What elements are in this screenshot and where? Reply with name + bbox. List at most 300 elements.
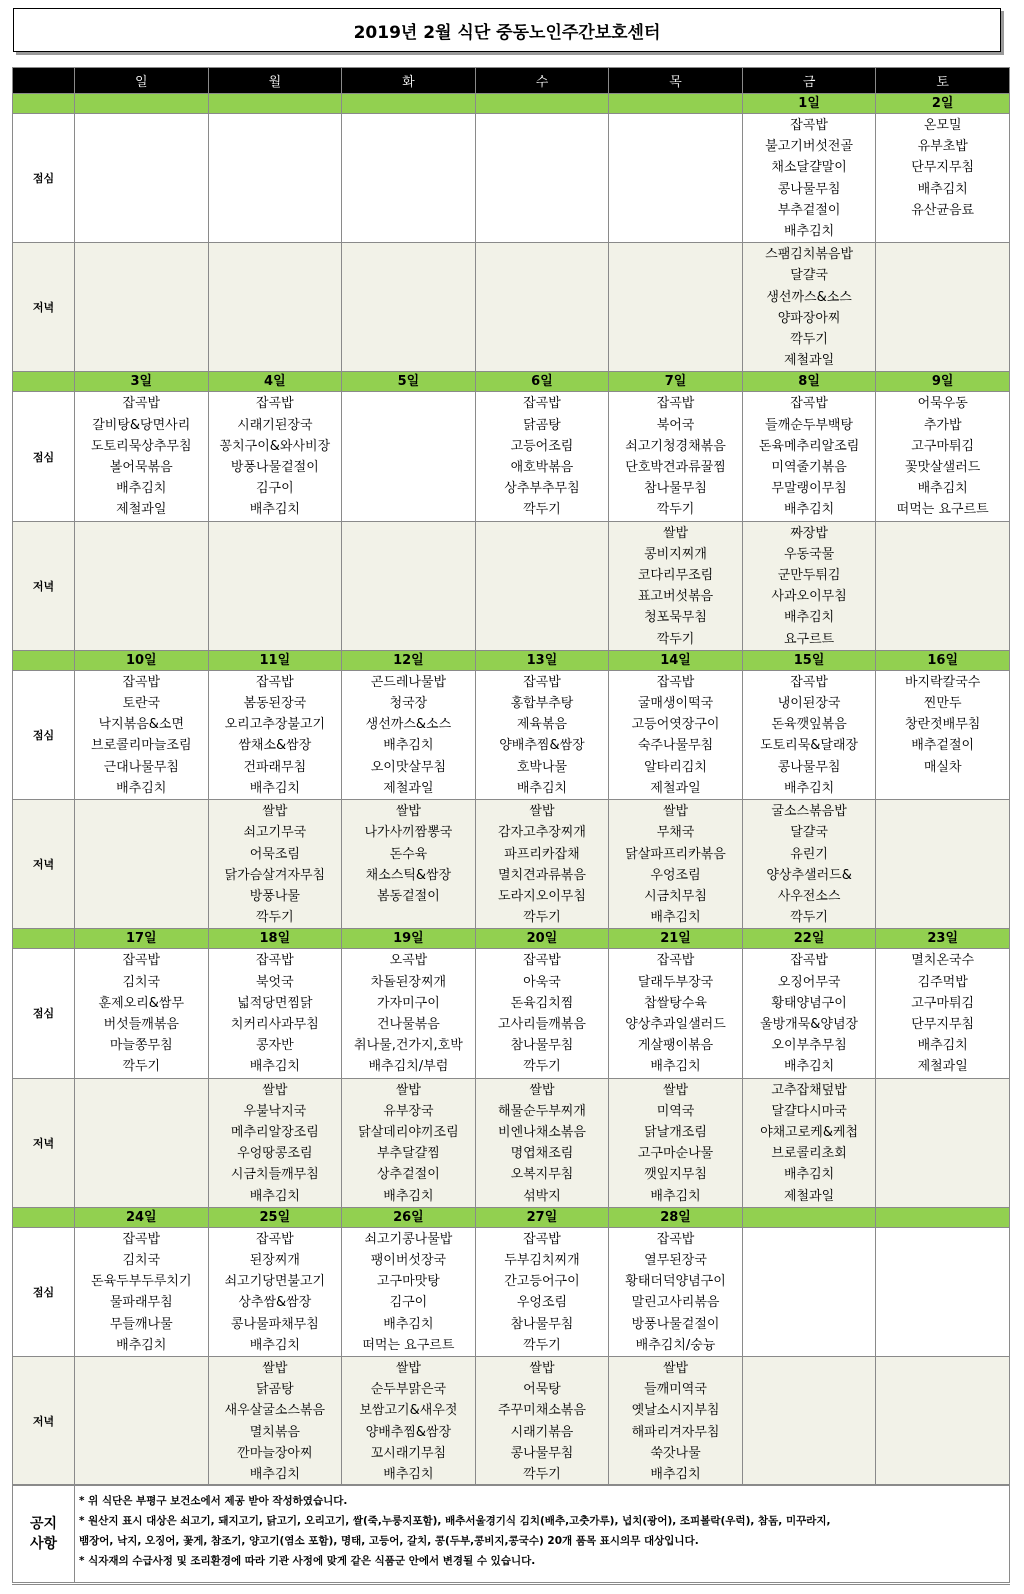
dinner-menu-cell bbox=[342, 1356, 476, 1485]
menu-item: 북어국 bbox=[656, 417, 695, 433]
notice-text bbox=[75, 1485, 831, 1582]
lunch-menu-cell bbox=[609, 949, 743, 1078]
menu-item: 제철과일 bbox=[650, 780, 701, 796]
date-cell: 1일 bbox=[742, 94, 876, 114]
lunch-label: 점심 bbox=[13, 949, 75, 1078]
menu-item: 방풍나물겉절이 bbox=[230, 460, 319, 476]
menu-item: 배추김치 bbox=[783, 502, 835, 518]
menu-item: 꽁치구이&와사비장 bbox=[219, 438, 331, 454]
menu-item: 돈수육 bbox=[389, 846, 428, 862]
menu-item: 배추김치 bbox=[783, 780, 835, 796]
menu-item: 쌀밥 bbox=[395, 1082, 421, 1098]
menu-item: 창란젓배무침 bbox=[905, 717, 981, 733]
lunch-menu-cell bbox=[609, 1227, 743, 1356]
lunch-menu-cell bbox=[208, 114, 342, 243]
date-cell: 11일 bbox=[208, 650, 342, 670]
menu-item: 치커리사과무침 bbox=[230, 1016, 319, 1032]
menu-item: 쇠고기당면불고기 bbox=[224, 1274, 326, 1290]
menu-item: 단호박견과류꿀찜 bbox=[625, 460, 726, 476]
lunch-menu-cell bbox=[475, 670, 609, 799]
menu-item: 꼬시래기무침 bbox=[370, 1445, 447, 1461]
date-cell: 5일 bbox=[342, 372, 476, 392]
header-corner bbox=[13, 68, 75, 94]
date-row bbox=[13, 94, 1010, 114]
dinner-menu-cell bbox=[876, 243, 1010, 372]
menu-item: 배추김치 bbox=[783, 610, 835, 626]
menu-item: 고구마맛탕 bbox=[377, 1274, 440, 1290]
date-cell: 22일 bbox=[742, 929, 876, 949]
menu-item: 냉이된장국 bbox=[777, 696, 841, 712]
date-cell: 8일 bbox=[742, 372, 876, 392]
lunch-menu-cell bbox=[475, 114, 609, 243]
menu-item: 쌀밥 bbox=[395, 804, 421, 820]
menu-item: 깐마늘장아찌 bbox=[237, 1445, 313, 1461]
notice-label-line-2: 사항 bbox=[29, 1535, 58, 1552]
menu-item: 배추김치 bbox=[650, 1466, 701, 1482]
menu-item: 고사리들깨볶음 bbox=[498, 1016, 586, 1032]
date-cell: 13일 bbox=[475, 650, 609, 670]
menu-item: 배추김치 bbox=[249, 1337, 300, 1353]
menu-item: 차돌된장찌개 bbox=[370, 974, 447, 990]
menu-item: 쌀밥 bbox=[662, 1082, 689, 1098]
lunch-menu-cell bbox=[75, 1227, 209, 1356]
menu-item: 된장찌개 bbox=[249, 1252, 300, 1268]
menu-item: 쌀밥 bbox=[662, 1360, 689, 1376]
lunch-label: 점심 bbox=[13, 114, 75, 243]
lunch-menu-cell bbox=[75, 949, 209, 1078]
menu-item: 유부장국 bbox=[383, 1103, 434, 1119]
date-cell: 12일 bbox=[342, 650, 476, 670]
lunch-label: 점심 bbox=[13, 670, 75, 799]
date-row bbox=[13, 929, 1010, 949]
menu-item: 섞박지 bbox=[523, 1188, 561, 1204]
date-cell: 21일 bbox=[609, 929, 743, 949]
menu-item: 배추김치 bbox=[516, 780, 568, 796]
menu-item: 어묵조림 bbox=[249, 846, 300, 862]
notice-label bbox=[13, 1485, 75, 1582]
dinner-row bbox=[13, 521, 1010, 650]
menu-item: 양배추찜&쌈장 bbox=[365, 1424, 452, 1440]
menu-item: 봄동된장국 bbox=[243, 696, 307, 712]
date-cell bbox=[75, 94, 209, 114]
dinner-row bbox=[13, 800, 1010, 929]
menu-item: 김구이 bbox=[389, 1295, 428, 1311]
date-row bbox=[13, 372, 1010, 392]
menu-item: 애호박볶음 bbox=[510, 460, 574, 476]
menu-item: 들깨순두부백탕 bbox=[765, 417, 854, 433]
menu-item: 우엉땅콩조림 bbox=[237, 1146, 313, 1162]
notice-label-line-1: 공지 bbox=[29, 1515, 58, 1532]
menu-item: 달걀국 bbox=[790, 268, 828, 284]
menu-item: 마늘쫑무침 bbox=[109, 1038, 173, 1054]
menu-item: 고구마튀김 bbox=[911, 995, 975, 1011]
menu-item: 알타리김치 bbox=[644, 759, 707, 775]
notice-line: * 식자재의 수급사정 및 조리환경에 따라 기관 사정에 맞게 같은 식품군 안에서 변경될 수 있습니다. bbox=[79, 1555, 536, 1567]
menu-item: 옛날소시지부침 bbox=[631, 1403, 720, 1419]
menu-item: 달걀국 bbox=[790, 825, 828, 841]
menu-item: 잡곡밥 bbox=[656, 674, 695, 690]
menu-item: 잡곡밥 bbox=[790, 118, 828, 133]
menu-item: 청포묵무침 bbox=[644, 610, 707, 626]
menu-item: 양상추과일샐러드 bbox=[625, 1016, 726, 1032]
dinner-label: 저녁 bbox=[13, 243, 75, 372]
menu-item: 무채국 bbox=[656, 825, 695, 841]
menu-item: 멸치볶음 bbox=[249, 1424, 300, 1440]
menu-item: 호박나물 bbox=[516, 759, 568, 775]
lunch-row bbox=[13, 114, 1010, 243]
lunch-label: 점심 bbox=[13, 1227, 75, 1356]
menu-item: 근대나물무침 bbox=[103, 759, 179, 775]
menu-item: 말린고사리볶음 bbox=[631, 1295, 720, 1311]
menu-item: 깍두기 bbox=[256, 910, 294, 926]
menu-item: 굴매생이떡국 bbox=[637, 696, 714, 712]
lunch-menu-cell bbox=[75, 392, 209, 521]
menu-item: 찹쌀탕수육 bbox=[644, 995, 707, 1011]
dinner-menu-cell bbox=[475, 800, 609, 929]
dinner-menu-cell bbox=[742, 1356, 876, 1485]
lunch-menu-cell bbox=[208, 670, 342, 799]
menu-item: 사과오이무침 bbox=[771, 589, 847, 605]
dinner-menu-cell bbox=[75, 800, 209, 929]
menu-item: 유부초밥 bbox=[917, 139, 968, 155]
menu-item: 단무지무침 bbox=[911, 1016, 975, 1032]
menu-item: 미역줄기볶음 bbox=[771, 460, 847, 476]
menu-item: 온모밀 bbox=[923, 118, 962, 133]
date-cell: 23일 bbox=[876, 929, 1010, 949]
dinner-menu-cell bbox=[208, 243, 342, 372]
menu-item: 참나물무침 bbox=[510, 1316, 574, 1332]
menu-item: 잡곡밥 bbox=[790, 674, 828, 690]
dinner-menu-cell bbox=[75, 1356, 209, 1485]
menu-item: 제철과일 bbox=[783, 1188, 835, 1204]
date-cell: 7일 bbox=[609, 372, 743, 392]
lunch-menu-cell bbox=[742, 392, 876, 521]
menu-item: 배추김치 bbox=[249, 780, 300, 796]
lunch-menu-cell bbox=[742, 1227, 876, 1356]
menu-item: 아욱국 bbox=[523, 974, 561, 990]
menu-item: 쇠고기무국 bbox=[243, 825, 307, 841]
dinner-menu-cell bbox=[208, 1078, 342, 1207]
menu-item: 잡곡밥 bbox=[122, 674, 161, 690]
menu-item: 콩비지찌개 bbox=[644, 546, 707, 562]
menu-item: 배추김치 bbox=[917, 1038, 968, 1054]
menu-item: 브로콜리마늘조림 bbox=[91, 738, 192, 754]
notice-line: * 원산지 표시 대상은 쇠고기, 돼지고기, 닭고기, 오리고기, 쌀(죽,누룽지포함), 배추서울경기식 김치(배추,고춧가루), 넙치(광어), 조피볼락(우럭), 참돔, 미꾸라지, bbox=[79, 1515, 831, 1527]
menu-item: 봄동겉절이 bbox=[377, 888, 440, 904]
menu-item: 깍두기 bbox=[523, 1059, 561, 1075]
lunch-menu-cell bbox=[342, 1227, 476, 1356]
lunch-menu-cell bbox=[742, 949, 876, 1078]
menu-item: 요구르트 bbox=[783, 631, 835, 647]
menu-item: 넓적당면찜닭 bbox=[237, 995, 313, 1011]
menu-item: 쌀밥 bbox=[529, 1082, 555, 1098]
menu-item: 울방개묵&양념장 bbox=[760, 1016, 859, 1032]
dinner-menu-cell bbox=[475, 1078, 609, 1207]
lunch-menu-cell bbox=[342, 670, 476, 799]
menu-item: 떠먹는 요구르트 bbox=[362, 1337, 455, 1353]
lunch-menu-cell bbox=[75, 670, 209, 799]
menu-item: 배추김치 bbox=[650, 1188, 701, 1204]
dinner-row bbox=[13, 243, 1010, 372]
menu-item: 도토리묵상추무침 bbox=[91, 438, 192, 454]
date-cell: 27일 bbox=[475, 1207, 609, 1227]
menu-item: 참나물무침 bbox=[510, 1038, 574, 1054]
menu-item: 나가사끼짬뽕국 bbox=[364, 825, 453, 841]
menu-item: 황태더덕양념구이 bbox=[625, 1274, 726, 1290]
menu-item: 양배추찜&쌈장 bbox=[499, 738, 585, 754]
date-cell: 14일 bbox=[609, 650, 743, 670]
lunch-menu-cell bbox=[876, 114, 1010, 243]
date-cell: 6일 bbox=[475, 372, 609, 392]
menu-item: 제육볶음 bbox=[516, 717, 568, 733]
menu-item: 홍합부추탕 bbox=[510, 696, 574, 712]
menu-item: 잡곡밥 bbox=[523, 1231, 561, 1247]
menu-item: 쌀밥 bbox=[529, 1360, 555, 1376]
menu-item: 배추김치 bbox=[249, 502, 300, 518]
menu-item: 낙지볶음&소면 bbox=[98, 717, 185, 733]
lunch-menu-cell bbox=[475, 392, 609, 521]
dinner-menu-cell bbox=[876, 521, 1010, 650]
menu-item: 참나물무침 bbox=[644, 481, 707, 497]
lunch-menu-cell bbox=[609, 670, 743, 799]
menu-item: 취나물,건가지,호박 bbox=[354, 1038, 463, 1054]
menu-item: 시금치들깨무침 bbox=[230, 1167, 319, 1183]
date-cell: 15일 bbox=[742, 650, 876, 670]
menu-item: 배추김치 bbox=[116, 481, 167, 497]
menu-item: 배추김치 bbox=[383, 1316, 434, 1332]
weekday-thu: 목 bbox=[609, 68, 743, 94]
menu-item: 잡곡밥 bbox=[256, 396, 294, 412]
menu-item: 쌀밥 bbox=[395, 1360, 421, 1376]
menu-item: 스팸김치볶음밥 bbox=[765, 247, 854, 263]
weekday-header bbox=[13, 68, 1010, 94]
menu-item: 배추김치 bbox=[116, 1337, 167, 1353]
menu-item: 메추리알장조림 bbox=[230, 1124, 319, 1140]
menu-item: 배추겉절이 bbox=[911, 738, 975, 754]
menu-item: 잡곡밥 bbox=[122, 396, 161, 412]
dinner-menu-cell bbox=[609, 243, 743, 372]
date-row-spacer bbox=[13, 929, 75, 949]
notice-box bbox=[12, 1484, 1010, 1583]
lunch-menu-cell bbox=[609, 114, 743, 243]
menu-item: 우불낙지국 bbox=[243, 1103, 307, 1119]
menu-item: 들깨미역국 bbox=[644, 1382, 707, 1398]
bottom-divider bbox=[12, 1584, 1010, 1585]
date-cell: 28일 bbox=[609, 1207, 743, 1227]
dinner-label: 저녁 bbox=[13, 800, 75, 929]
page-title: 2019년 2월 식단 중동노인주간보호센터 bbox=[13, 8, 1001, 52]
menu-item: 배추김치 bbox=[116, 780, 167, 796]
date-cell: 9일 bbox=[876, 372, 1010, 392]
dinner-menu-cell bbox=[208, 800, 342, 929]
menu-item: 사우전소스 bbox=[777, 888, 841, 904]
menu-item: 배추김치 bbox=[383, 1466, 434, 1482]
date-cell bbox=[609, 94, 743, 114]
menu-item: 코다리무조림 bbox=[637, 568, 714, 584]
menu-item: 잡곡밥 bbox=[256, 953, 294, 969]
menu-item: 두부김치찌개 bbox=[504, 1252, 580, 1268]
menu-item: 배추김치/숭늉 bbox=[635, 1337, 716, 1353]
menu-item: 잡곡밥 bbox=[122, 1231, 161, 1247]
lunch-menu-cell bbox=[208, 392, 342, 521]
lunch-menu-cell bbox=[75, 114, 209, 243]
menu-item: 콩나물무침 bbox=[510, 1445, 574, 1461]
menu-item: 시래기된장국 bbox=[237, 417, 313, 433]
lunch-row bbox=[13, 949, 1010, 1078]
menu-item: 잡곡밥 bbox=[656, 953, 695, 969]
menu-item: 채소스틱&쌈장 bbox=[365, 867, 452, 883]
date-cell bbox=[742, 1207, 876, 1227]
dinner-menu-cell bbox=[342, 1078, 476, 1207]
weekday-sat: 토 bbox=[876, 68, 1010, 94]
menu-item: 배추김치/부럼 bbox=[368, 1059, 449, 1075]
menu-item: 짜장밥 bbox=[790, 525, 828, 541]
menu-item: 팽이버섯장국 bbox=[370, 1252, 447, 1268]
menu-item: 멸치온국수 bbox=[911, 953, 975, 969]
menu-item: 배추김치 bbox=[917, 181, 968, 197]
lunch-menu-cell bbox=[876, 949, 1010, 1078]
menu-item: 김치국 bbox=[122, 974, 161, 990]
menu-item: 돈육메추리알조림 bbox=[758, 438, 860, 454]
menu-item: 유린기 bbox=[790, 846, 828, 862]
dinner-menu-cell bbox=[876, 800, 1010, 929]
menu-item: 깍두기 bbox=[523, 1337, 561, 1353]
menu-item: 닭살데리야끼조림 bbox=[358, 1124, 459, 1140]
menu-item: 도토리묵&달래장 bbox=[760, 738, 859, 754]
weekday-sun: 일 bbox=[75, 68, 209, 94]
menu-item: 김치국 bbox=[122, 1252, 161, 1268]
menu-item: 쇠고기콩나물밥 bbox=[364, 1231, 453, 1247]
date-cell: 25일 bbox=[208, 1207, 342, 1227]
menu-item: 돈육깻잎볶음 bbox=[771, 717, 847, 733]
menu-item: 배추김치 bbox=[650, 910, 701, 926]
lunch-menu-cell bbox=[208, 1227, 342, 1356]
menu-item: 배추김치 bbox=[383, 738, 434, 754]
notice-line: 뱀장어, 낙지, 오징어, 꽃게, 참조기, 양고기(염소 포함), 명태, 고등어, 갈치, 콩(두부,콩비지,콩국수) 20개 품목 표시의무 대상입니다. bbox=[79, 1535, 699, 1547]
menu-item: 부추달걀찜 bbox=[377, 1146, 440, 1162]
menu-item: 깍두기 bbox=[656, 502, 695, 518]
menu-item: 어묵탕 bbox=[523, 1382, 561, 1398]
menu-item: 잡곡밥 bbox=[656, 396, 695, 412]
menu-item: 고구마순나물 bbox=[637, 1146, 714, 1162]
menu-item: 어묵우동 bbox=[917, 396, 968, 412]
menu-item: 김주먹밥 bbox=[917, 974, 968, 990]
dinner-menu-cell bbox=[609, 1356, 743, 1485]
menu-item: 잡곡밥 bbox=[523, 953, 561, 969]
menu-item: 채소달걀말이 bbox=[771, 160, 847, 176]
lunch-menu-cell bbox=[342, 114, 476, 243]
date-row-spacer bbox=[13, 94, 75, 114]
menu-item: 잡곡밥 bbox=[523, 396, 561, 412]
menu-item: 갈비탕&당면사리 bbox=[92, 417, 191, 433]
dinner-menu-cell bbox=[742, 1078, 876, 1207]
dinner-row bbox=[13, 1356, 1010, 1485]
date-row-spacer bbox=[13, 372, 75, 392]
menu-item: 쌀밥 bbox=[262, 804, 288, 820]
menu-item: 멸치견과류볶음 bbox=[498, 867, 586, 883]
lunch-label: 점심 bbox=[13, 392, 75, 521]
menu-item: 콩나물파채무침 bbox=[230, 1316, 319, 1332]
menu-item: 북엇국 bbox=[256, 974, 294, 990]
menu-item: 생선까스&소스 bbox=[365, 717, 452, 733]
lunch-row bbox=[13, 392, 1010, 521]
menu-item: 시래기볶음 bbox=[510, 1424, 574, 1440]
menu-item: 돈육두부두루치기 bbox=[91, 1274, 192, 1290]
dinner-row bbox=[13, 1078, 1010, 1207]
lunch-row bbox=[13, 670, 1010, 799]
date-cell bbox=[208, 94, 342, 114]
menu-item: 쌀밥 bbox=[262, 1082, 288, 1098]
date-cell: 19일 bbox=[342, 929, 476, 949]
dinner-menu-cell bbox=[609, 1078, 743, 1207]
meal-calendar bbox=[12, 67, 1010, 1486]
dinner-menu-cell bbox=[609, 800, 743, 929]
menu-item: 비엔나채소볶음 bbox=[498, 1124, 586, 1140]
lunch-menu-cell bbox=[876, 1227, 1010, 1356]
menu-item: 오곡밥 bbox=[389, 953, 428, 969]
lunch-menu-cell bbox=[609, 392, 743, 521]
menu-item: 미역국 bbox=[656, 1103, 695, 1119]
dinner-menu-cell bbox=[475, 243, 609, 372]
menu-item: 청국장 bbox=[389, 696, 428, 712]
menu-item: 고등어조림 bbox=[510, 438, 574, 454]
menu-item: 잡곡밥 bbox=[656, 1231, 695, 1247]
date-cell: 20일 bbox=[475, 929, 609, 949]
notice-line: * 위 식단은 부평구 보건소에서 제공 받아 작성하였습니다. bbox=[79, 1495, 348, 1507]
menu-item: 고구마튀김 bbox=[911, 438, 975, 454]
menu-item: 도라지오이무침 bbox=[498, 888, 586, 904]
date-cell: 18일 bbox=[208, 929, 342, 949]
lunch-menu-cell bbox=[475, 949, 609, 1078]
menu-item: 추가밥 bbox=[923, 417, 962, 433]
dinner-menu-cell bbox=[75, 521, 209, 650]
weekday-wed: 수 bbox=[475, 68, 609, 94]
menu-item: 찐만두 bbox=[923, 696, 962, 712]
menu-item: 파프리카잡채 bbox=[504, 846, 580, 862]
menu-item: 잡곡밥 bbox=[790, 953, 828, 969]
lunch-menu-cell bbox=[475, 1227, 609, 1356]
weekday-fri: 금 bbox=[742, 68, 876, 94]
menu-item: 양상추샐러드& bbox=[766, 867, 852, 883]
menu-item: 닭날개조림 bbox=[644, 1124, 707, 1140]
menu-item: 무말랭이무침 bbox=[771, 481, 847, 497]
menu-item: 배추김치 bbox=[383, 1188, 434, 1204]
menu-item: 굴소스볶음밥 bbox=[771, 804, 847, 820]
date-cell bbox=[876, 1207, 1010, 1227]
menu-item: 콩나물무침 bbox=[777, 181, 841, 197]
menu-item: 제철과일 bbox=[383, 780, 434, 796]
dinner-menu-cell bbox=[475, 521, 609, 650]
menu-item: 곤드레나물밥 bbox=[370, 674, 447, 690]
menu-item: 해물순두부찌개 bbox=[498, 1103, 586, 1119]
menu-item: 오징어무국 bbox=[777, 974, 841, 990]
menu-item: 주꾸미채소볶음 bbox=[498, 1403, 586, 1419]
menu-item: 쌀밥 bbox=[262, 1360, 288, 1376]
menu-item: 떠먹는 요구르트 bbox=[896, 502, 989, 518]
menu-item: 불고기버섯전골 bbox=[765, 139, 854, 155]
menu-item: 쇠고기청경채볶음 bbox=[625, 438, 726, 454]
dinner-menu-cell bbox=[342, 521, 476, 650]
weekday-mon: 월 bbox=[208, 68, 342, 94]
menu-item: 게살팽이볶음 bbox=[637, 1038, 714, 1054]
date-row bbox=[13, 1207, 1010, 1227]
lunch-row bbox=[13, 1227, 1010, 1356]
menu-item: 표고버섯볶음 bbox=[637, 589, 714, 605]
menu-item: 명엽채조림 bbox=[510, 1146, 574, 1162]
lunch-menu-cell bbox=[876, 670, 1010, 799]
menu-item: 건나물볶음 bbox=[377, 1016, 440, 1032]
menu-item: 건파래무침 bbox=[243, 759, 307, 775]
